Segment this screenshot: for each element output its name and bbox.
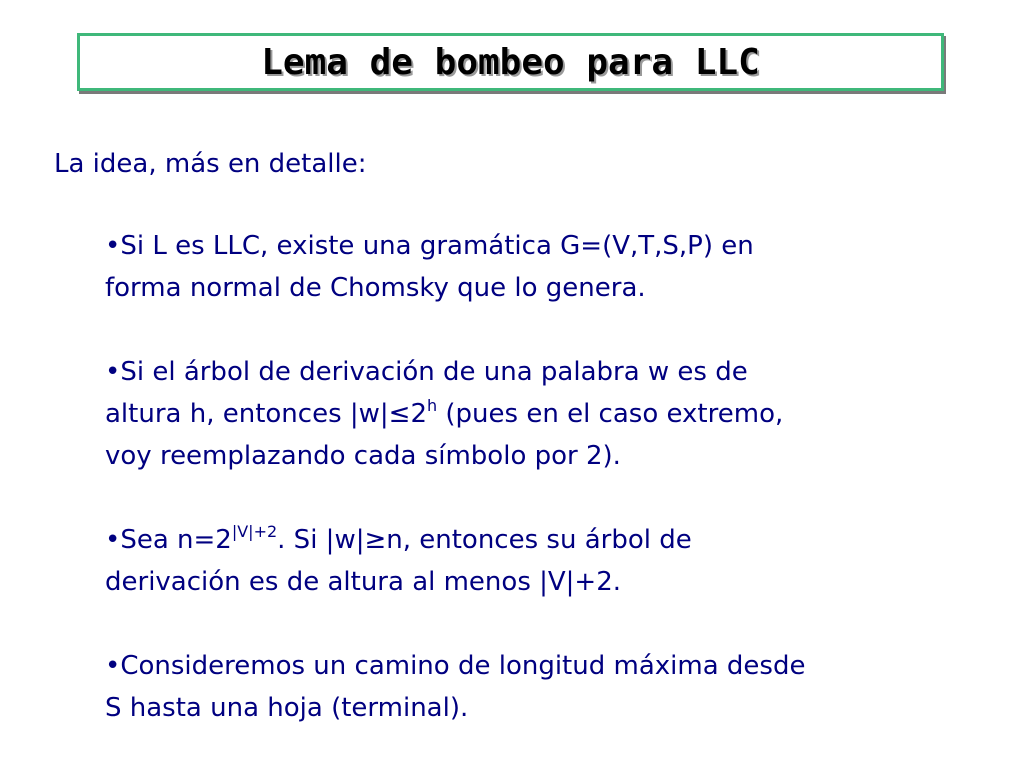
bullet-2-line-1: •Si el árbol de derivación de una palabra w es de	[105, 357, 748, 387]
bullet-1-line-1: •Si L es LLC, existe una gramática G=(V,T,S,P) en	[105, 231, 754, 261]
intro-text: La idea, más en detalle:	[54, 149, 367, 179]
bullet-3-line-1-pre: •Sea n=2	[105, 525, 232, 555]
bullet-2-line-3: voy reemplazando cada símbolo por 2).	[105, 441, 621, 471]
bullet-2-line-2-pre: altura h, entonces |w|≤2	[105, 399, 427, 429]
bullet-4	[105, 645, 985, 729]
bullet-4-line-1: •Consideremos un camino de longitud máxima desde	[105, 651, 806, 681]
bullet-2-superscript: h	[427, 396, 438, 415]
bullet-3-line-1	[105, 519, 985, 561]
bullet-2-line-2-post: (pues en el caso extremo,	[437, 399, 784, 429]
slide-title: Lema de bombeo para LLC	[261, 41, 760, 83]
bullet-3-line-2: derivación es de altura al menos |V|+2.	[105, 567, 622, 597]
bullet-2-line-2	[105, 393, 985, 435]
bullet-1	[105, 225, 985, 309]
bullet-4-line-2: S hasta una hoja (terminal).	[105, 693, 469, 723]
bullet-2	[105, 351, 985, 477]
bullet-list	[105, 225, 985, 729]
bullet-1-line-2: forma normal de Chomsky que lo genera.	[105, 273, 646, 303]
bullet-3-line-1-post: . Si |w|≥n, entonces su árbol de	[277, 525, 692, 555]
bullet-3	[105, 519, 985, 603]
bullet-3-superscript: |V|+2	[231, 522, 278, 541]
title-box	[77, 33, 944, 91]
